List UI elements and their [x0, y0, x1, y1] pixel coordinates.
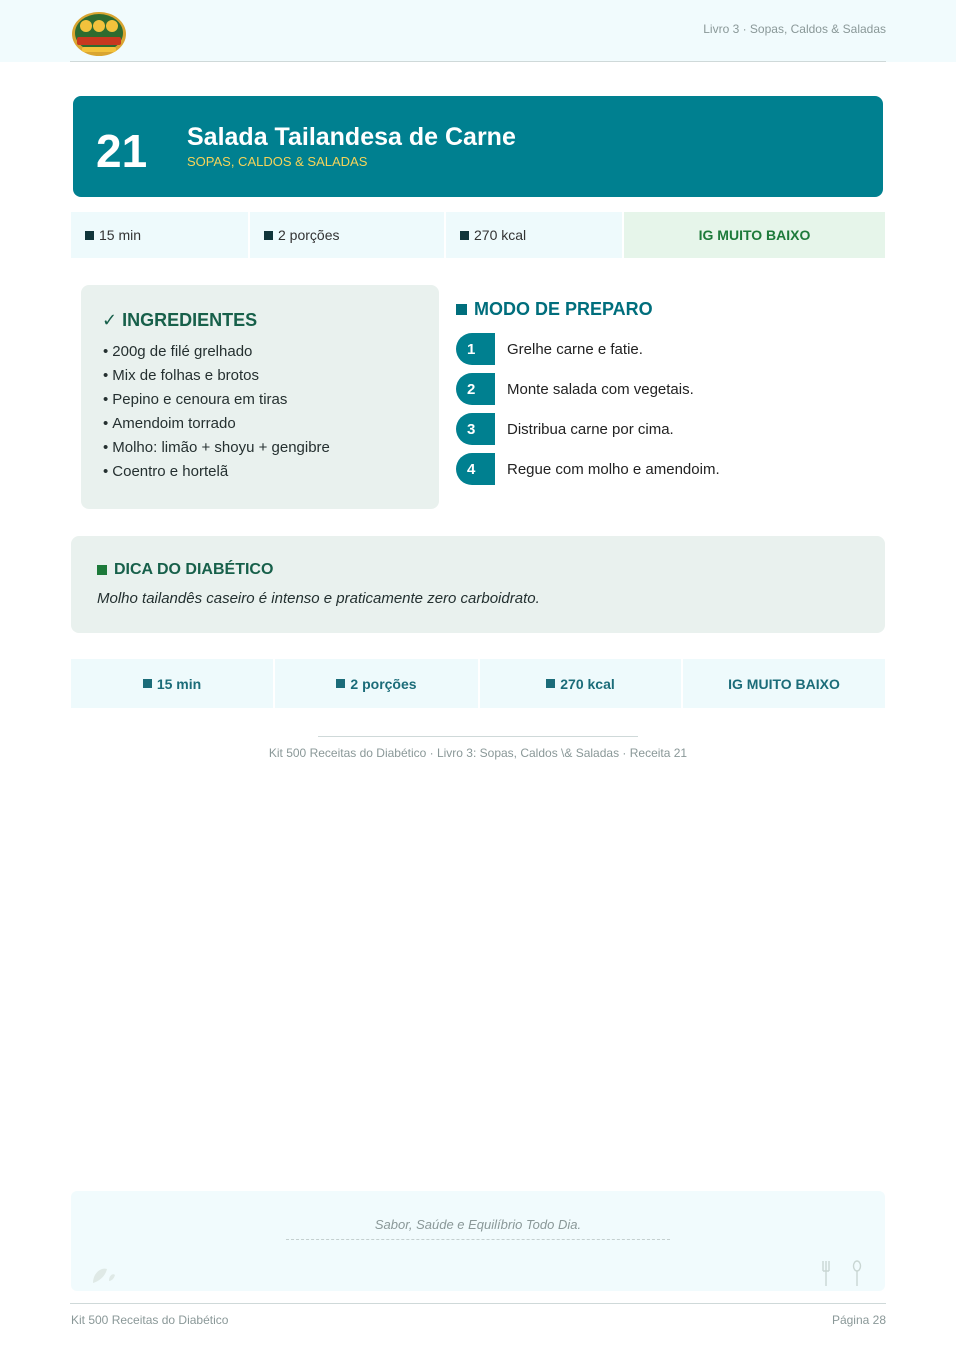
recipe-category: SOPAS, CALDOS & SALADAS — [187, 154, 368, 169]
info-servings — [275, 659, 480, 708]
slogan-box — [71, 1191, 885, 1291]
info-time-label: 15 min — [156, 675, 202, 692]
info-bar-bottom — [71, 659, 885, 708]
square-icon — [336, 679, 345, 688]
page-number: Página 28 — [831, 1313, 886, 1327]
step-number: 1 — [456, 333, 495, 365]
preparation-title: MODO DE PREPARO — [456, 299, 653, 320]
list-item: • Molho: limão + shoyu + gengibre — [103, 439, 330, 456]
square-icon — [460, 231, 469, 240]
tip-title: DICA DO DIABÉTICO — [97, 561, 273, 579]
page-footer-title: Kit 500 Receitas do Diabético — [71, 1313, 229, 1327]
info-time — [71, 659, 275, 708]
square-icon — [85, 231, 94, 240]
list-item: • Mix de folhas e brotos — [103, 367, 260, 384]
step-text: Monte salada com vegetais. — [507, 380, 694, 398]
info-calories-label: 270 kcal — [474, 227, 527, 243]
step-text: Regue com molho e amendoim. — [507, 460, 720, 478]
info-glycemic-index: IG MUITO BAIXO — [624, 212, 885, 258]
diabetic-tip-box — [71, 536, 885, 633]
recipe-footer-divider — [318, 736, 638, 737]
info-calories-label: 270 kcal — [560, 675, 615, 692]
info-bar-top — [71, 212, 885, 258]
list-item: • Pepino e cenoura em tiras — [103, 391, 288, 408]
square-icon — [264, 231, 273, 240]
square-icon — [143, 679, 152, 688]
slogan-divider — [286, 1239, 670, 1240]
recipe-title: Salada Tailandesa de Carne — [187, 123, 516, 151]
list-item: • 200g de filé grelhado — [103, 343, 253, 360]
step-text: Grelhe carne e fatie. — [507, 340, 643, 358]
step-item — [456, 373, 876, 405]
info-calories — [480, 659, 683, 708]
step-item — [456, 333, 876, 365]
info-glycemic-index: IG MUITO BAIXO — [683, 659, 885, 708]
step-item — [456, 453, 876, 485]
square-icon — [546, 679, 555, 688]
step-text: Distribua carne por cima. — [507, 420, 674, 438]
fork-spoon-icon — [817, 1259, 867, 1287]
step-number: 3 — [456, 413, 495, 445]
ingredients-card — [81, 285, 439, 509]
ingredients-list — [103, 340, 330, 484]
leaf-icon — [89, 1263, 119, 1287]
step-number: 2 — [456, 373, 495, 405]
running-head: Livro 3 · Sopas, Caldos & Saladas — [703, 22, 886, 36]
slogan: Sabor, Saúde e Equilíbrio Todo Dia. — [374, 1217, 582, 1232]
info-servings-label: 2 porções — [350, 675, 417, 692]
recipe-number: 21 — [96, 125, 148, 177]
recipe-footer: Kit 500 Receitas do Diabético · Livro 3: Sopas, Caldos \& Saladas · Receita 21 — [268, 746, 688, 760]
step-item — [456, 413, 876, 445]
tip-text: Molho tailandês caseiro é intenso e praticamente zero carboidrato. — [97, 590, 540, 607]
list-item: • Coentro e hortelã — [103, 463, 229, 480]
header-divider — [70, 61, 886, 62]
step-number: 4 — [456, 453, 495, 485]
page-footer-divider — [70, 1303, 886, 1304]
ingredients-title: ✓ INGREDIENTES — [102, 310, 258, 330]
list-item: • Amendoim torrado — [103, 415, 236, 432]
square-icon — [456, 304, 467, 315]
square-icon — [97, 565, 107, 575]
info-calories — [446, 212, 624, 258]
info-servings — [250, 212, 446, 258]
logo-badge — [70, 8, 128, 58]
info-servings-label: 2 porções — [278, 227, 340, 243]
info-time — [71, 212, 250, 258]
recipe-header — [73, 96, 883, 197]
info-time-label: 15 min — [99, 227, 142, 243]
